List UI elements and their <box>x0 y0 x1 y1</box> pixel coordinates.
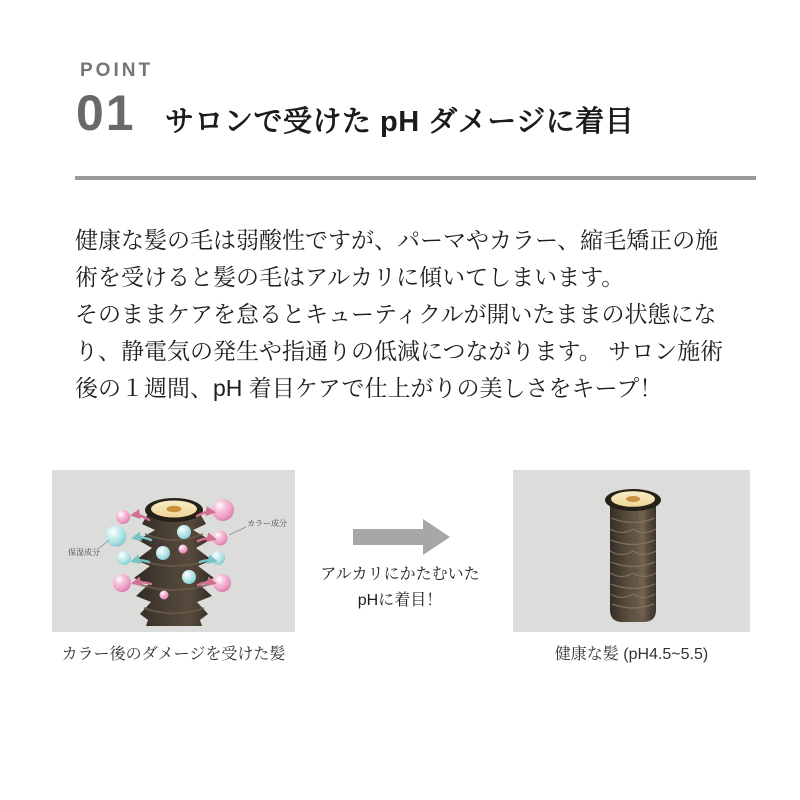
body-line: り、静電気の発生や指通りの低減につながります。 サロン施術 <box>75 338 724 364</box>
healthy-hair-illustration <box>513 470 750 632</box>
transition-text <box>310 562 490 614</box>
body-paragraph <box>75 222 723 407</box>
color-bubble <box>177 525 191 539</box>
color-bubble <box>179 545 188 554</box>
body-line: 健康な髪の毛は弱酸性ですが、パーマやカラー、縮毛矯正の施 <box>75 227 719 253</box>
arrow-right-icon <box>352 517 452 557</box>
color-bubble <box>213 574 231 592</box>
damaged-hair-svg <box>52 470 295 632</box>
body-line: そのままケアを怠るとキューティクルが開いたままの状態にな <box>75 301 717 327</box>
color-bubble <box>116 510 130 524</box>
section-heading: サロンで受けた pH ダメージに着目 <box>165 106 635 138</box>
color-bubble <box>212 499 234 521</box>
color-bubble <box>113 574 131 592</box>
transition-line-1: アルカリにかたむいた <box>320 566 480 583</box>
transition-line-2: pHに着目！ <box>357 592 443 609</box>
healthy-hair-shaft <box>610 500 656 622</box>
moisture-ingredient-label: 保湿成分 <box>68 548 100 557</box>
damaged-hair-caption: カラー後のダメージを受けた髪 <box>61 646 286 663</box>
body-line: 後の１週間、pH 着目ケアで仕上がりの美しさをキープ！ <box>75 375 663 401</box>
color-ingredient-label: カラー成分 <box>247 519 287 528</box>
point-number: 01 <box>76 85 136 141</box>
moisture-bubble <box>106 526 127 547</box>
color-bubble <box>160 591 169 600</box>
point-label: POINT <box>80 60 154 81</box>
healthy-hair-caption: 健康な髪 (pH4.5~5.5) <box>554 646 709 663</box>
healthy-hair-svg <box>513 470 750 632</box>
moisture-bubble <box>182 570 196 584</box>
moisture-bubble <box>211 551 225 565</box>
body-line: 術を受けると髪の毛はアルカリに傾いてしまいます。 <box>75 264 625 290</box>
divider-line <box>75 176 756 180</box>
moisture-bubble <box>117 551 131 565</box>
moisture-bubble <box>156 546 170 560</box>
damaged-hair-illustration <box>52 470 295 632</box>
